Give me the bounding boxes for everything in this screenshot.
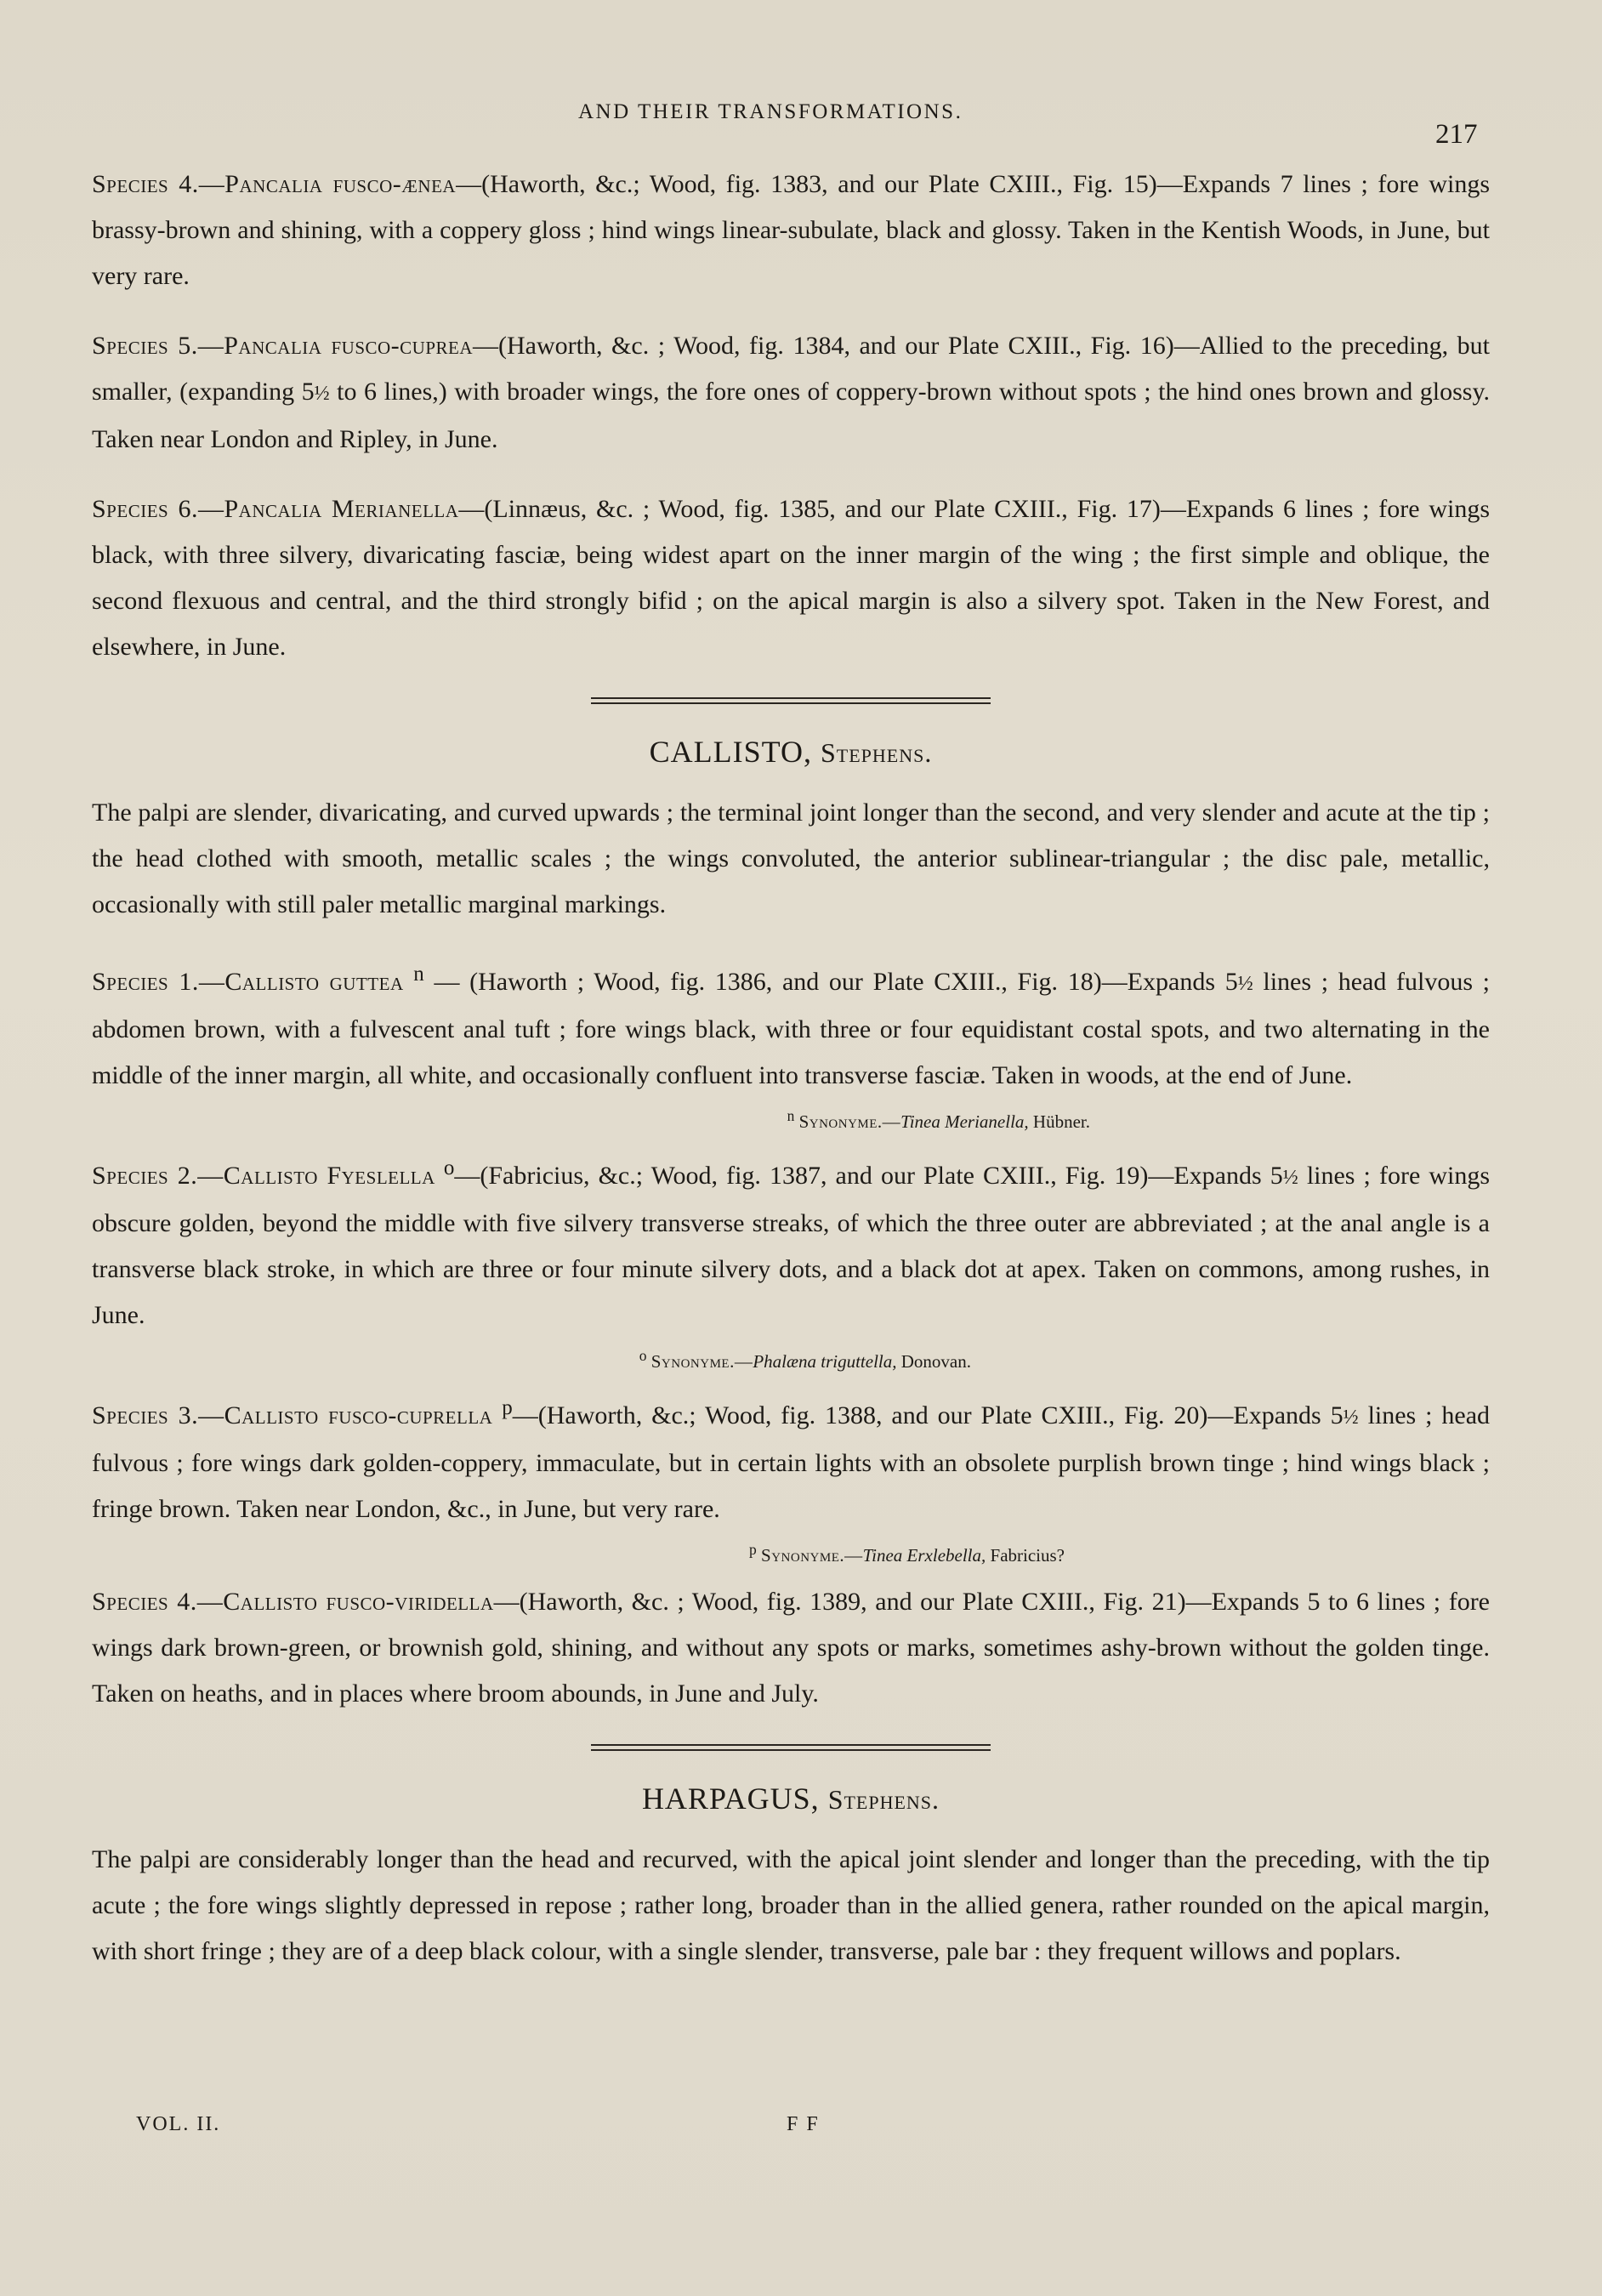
genus-name: HARPAGUS,	[641, 1782, 820, 1816]
footnote-author: Fabricius?	[990, 1545, 1065, 1566]
genus-author: Stephens.	[820, 737, 933, 768]
footnote-label: Synonyme.—	[761, 1545, 863, 1566]
species-label: Species 2.—Callisto Fyeslella	[92, 1162, 435, 1190]
fraction: ½	[314, 383, 330, 405]
footnote-mark: n	[413, 963, 424, 986]
divider-line	[591, 702, 991, 704]
species-label: Species 4.—Pancalia fusco-ænea	[92, 170, 457, 198]
genus-description-text: The palpi are considerably longer than the head and recurved, with the apical joint slender and longer than the preceding, with the tip acute ; the fore wings slightly depressed in repose ; rather long, broader than in the allied genera, rather rounded on the apical margin, with short fringe ; they are of a deep black colour, with a single slender, transverse, pale bar : they frequent willows and poplars.	[92, 1845, 1490, 1965]
footnote-mark: o	[639, 1347, 647, 1364]
volume-marker: VOL. II.	[136, 2113, 221, 2135]
page-footer	[0, 2113, 1602, 2147]
species-text: —(Linnæus, &c. ; Wood, fig. 1385, and our Plate CXIII., Fig. 17)—Expands 6 lines ; fore wings black, with three silvery, divaricating fasciæ, being widest apart on the inner margin of the wing ; the first simple and oblique, the second flexuous and central, and the third strongly bifid ; on the apical margin is also a silvery spot. Taken in the New Forest, and elsewhere, in June.	[92, 495, 1490, 661]
footnote-mark: o	[443, 1157, 455, 1179]
species-text: —(Fabricius, &c.; Wood, fig. 1387, and our Plate CXIII., Fig. 19)—Expands 5	[454, 1162, 1283, 1190]
footnote-name: Phalæna triguttella,	[753, 1351, 897, 1372]
genus-description-text: The palpi are slender, divaricating, and curved upwards ; the terminal joint longer than the second, and very slender and acute at the tip ; the head clothed with smooth, metallic scales ; the wings convoluted, the anterior sublinear-triangular ; the disc pale, metallic, occasionally with still paler metallic marginal markings.	[92, 798, 1490, 918]
footnote-label: Synonyme.—	[798, 1111, 901, 1132]
section-divider	[591, 697, 991, 704]
species-label: Species 4.—Callisto fusco-viridella	[92, 1588, 494, 1616]
fraction: ½	[1343, 1407, 1359, 1429]
species-text: — (Haworth ; Wood, fig. 1386, and our Plate CXIII., Fig. 18)—Expands 5	[423, 968, 1238, 996]
footnote-synonyme	[92, 1340, 1490, 1377]
footnote-name: Tinea Merianella,	[900, 1111, 1029, 1132]
genus-heading-callisto	[92, 730, 1490, 775]
divider-line	[591, 697, 991, 699]
species-entry-callisto-1	[92, 952, 1490, 1099]
section-divider	[591, 1744, 991, 1751]
species-text: lines ; head fulvous ; fore wings dark golden-coppery, immaculate, but in certain lights with an obsolete purplish brown tinge ; hind wings black ; fringe brown. Taken near London, &c., in June, but very rare.	[92, 1401, 1491, 1523]
species-entry-pancalia-5	[92, 323, 1490, 463]
species-entry-callisto-2	[92, 1145, 1490, 1338]
species-text: lines ; head fulvous ; abdomen brown, with a fulvescent anal tuft ; fore wings black, with three or four equidistant costal spots, and two alternating in the middle of the inner margin, all white, and occasionally confluent into transverse fasciæ. Taken in woods, at the end of June.	[92, 968, 1490, 1089]
species-entry-callisto-3	[92, 1385, 1490, 1532]
fraction: ½	[1282, 1167, 1298, 1189]
divider-line	[591, 1744, 991, 1746]
species-entry-pancalia-6	[92, 486, 1490, 670]
page-content	[92, 162, 1490, 1975]
genus-name: CALLISTO,	[649, 735, 812, 769]
species-text: —(Haworth, &c.; Wood, fig. 1383, and our Plate CXIII., Fig. 15)—Expands 7 lines ; fore wings brassy-brown and shining, with a coppery gloss ; hind wings linear-subulate, black and glossy. Taken in the Kentish Woods, in June, but very rare.	[92, 170, 1491, 290]
page-header	[0, 100, 1602, 150]
species-label: Species 3.—Callisto fusco-cuprella	[92, 1401, 493, 1429]
footnote-mark: n	[787, 1107, 795, 1124]
signature-mark: F F	[787, 2113, 820, 2135]
genus-heading-harpagus	[92, 1776, 1490, 1821]
footnote-name: Tinea Erxlebella,	[862, 1545, 986, 1566]
species-text: —(Haworth, &c. ; Wood, fig. 1384, and our Plate CXIII., Fig. 16)—Allied to the preceding, but smaller, (expanding 5	[92, 332, 1490, 406]
running-title: AND THEIR TRANSFORMATIONS.	[578, 100, 963, 123]
species-label: Species 6.—Pancalia Merianella	[92, 495, 459, 523]
footnote-author: Hübner.	[1032, 1111, 1090, 1132]
fraction: ½	[1237, 973, 1253, 995]
genus-description-callisto	[92, 790, 1490, 928]
footnote-mark: p	[749, 1541, 757, 1558]
species-text: —(Haworth, &c.; Wood, fig. 1388, and our Plate CXIII., Fig. 20)—Expands 5	[512, 1401, 1344, 1429]
species-text: —(Haworth, &c. ; Wood, fig. 1389, and our Plate CXIII., Fig. 21)—Expands 5 to 6 lines ; fore wings dark brown-green, or brownish gold, shining, and without any spots or marks, sometimes ashy-brown without the golden tinge. Taken on heaths, and in places where broom abounds, in June and July.	[92, 1588, 1490, 1708]
species-label: Species 1.—Callisto guttea	[92, 968, 404, 996]
species-text: lines ; fore wings obscure golden, beyond the middle with five silvery transverse streaks, of which the three outer are abbreviated ; at the anal angle is a transverse black stroke, in which are three or four minute silvery dots, and a black dot at apex. Taken on commons, among rushes, in June.	[92, 1162, 1491, 1329]
footnote-mark: p	[502, 1396, 513, 1419]
footnote-synonyme	[92, 1534, 1490, 1571]
species-entry-callisto-4	[92, 1579, 1490, 1717]
divider-line	[591, 1749, 991, 1751]
page-number: 217	[1435, 119, 1478, 150]
species-entry-pancalia-4	[92, 162, 1490, 299]
genus-author: Stephens.	[827, 1784, 940, 1815]
species-text: to 6 lines,) with broader wings, the fore ones of coppery-brown without spots ; the hind ones brown and glossy. Taken near London and Ripley, in June.	[92, 378, 1491, 453]
footnote-synonyme	[92, 1100, 1490, 1137]
species-label: Species 5.—Pancalia fusco-cuprea	[92, 332, 474, 360]
footnote-author: Donovan.	[900, 1351, 971, 1372]
footnote-label: Synonyme.—	[650, 1351, 753, 1372]
genus-description-harpagus	[92, 1837, 1490, 1975]
